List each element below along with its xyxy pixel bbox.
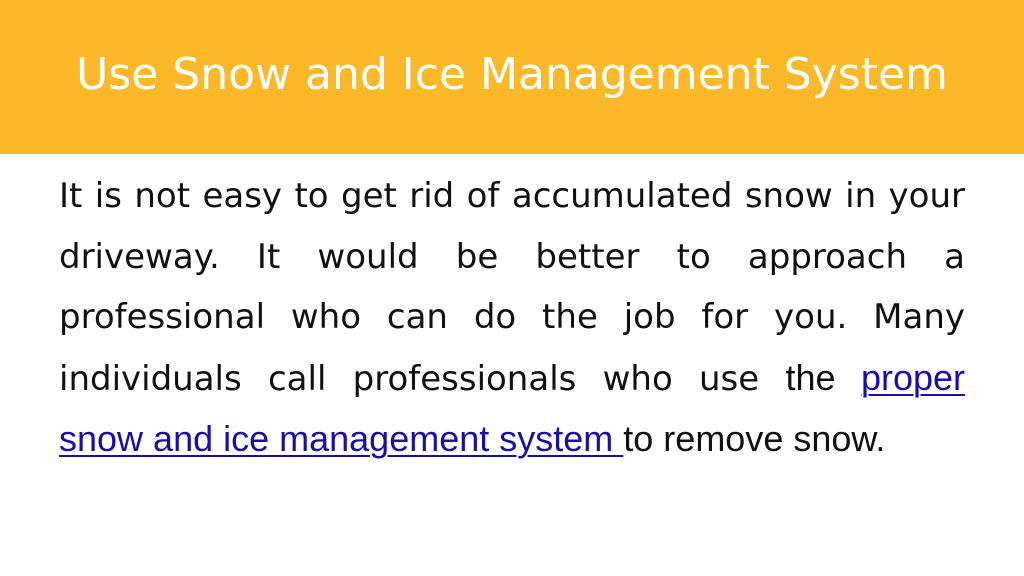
title-banner	[0, 0, 1024, 154]
body-text-intro: It is not easy to get rid of accumulated snow in your driveway. It would be better to approach a professional who can do the job for you. Many individuals call professionals who use	[59, 176, 965, 399]
snow-ice-management-link[interactable]: proper snow and ice management system	[59, 356, 966, 460]
body-paragraph	[59, 166, 965, 471]
slide-title: Use Snow and Ice Management System	[76, 49, 948, 100]
body-text-the: the	[785, 356, 861, 398]
body-text-outro: to remove snow.	[623, 418, 886, 460]
